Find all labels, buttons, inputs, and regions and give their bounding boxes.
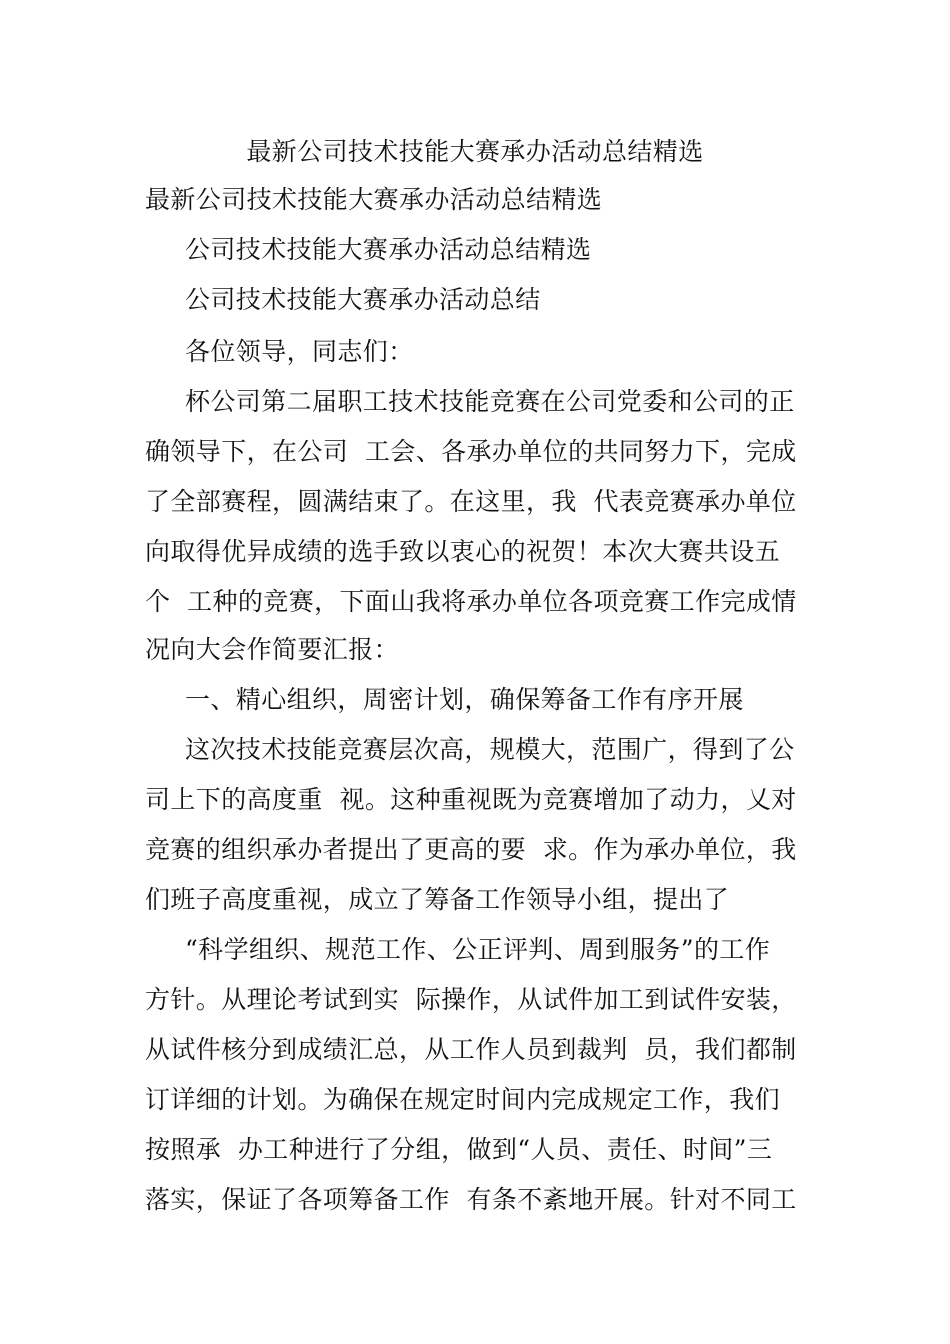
paragraph-line: 竞赛的组织承办者提出了更高的要 求。作为承办单位，我 (145, 835, 797, 864)
heading-line: 最新公司技术技能大赛承办活动总结精选 (145, 185, 603, 214)
section-heading: 一、精心组织，周密计划，确保筹备工作有序开展 (185, 685, 744, 714)
subheading-line: 公司技术技能大赛承办活动总结 (185, 285, 541, 314)
paragraph-line: 们班子高度重视，成立了筹备工作领导小组，提出了 (145, 885, 730, 914)
paragraph-line: 确领导下，在公司 工会、各承办单位的共同努力下，完成 (145, 437, 797, 466)
salutation-line: 各位领导，同志们： (185, 337, 414, 366)
paragraph-line: “科学组织、规范工作、公正评判、周到服务”的工作 (185, 935, 771, 964)
subheading-line: 公司技术技能大赛承办活动总结精选 (185, 235, 592, 264)
paragraph-line: 况向大会作简要汇报： (145, 635, 400, 664)
paragraph-line: 按照承 办工种进行了分组，做到“人员、责任、时间”三 (145, 1135, 773, 1164)
document-title: 最新公司技术技能大赛承办活动总结精选 (246, 137, 704, 166)
paragraph-line: 杯公司第二届职工技术技能竞赛在公司党委和公司的正 (185, 387, 795, 416)
paragraph-line: 这次技术技能竞赛层次高，规模大，范围广，得到了公 (185, 735, 795, 764)
paragraph-line: 向取得优异成绩的选手致以衷心的祝贺！本次大赛共设五 (145, 537, 781, 566)
paragraph-line: 了全部赛程，圆满结束了。在这里，我 代表竞赛承办单位 (145, 487, 797, 516)
paragraph-line: 订详细的计划。为确保在规定时间内完成规定工作，我们 (145, 1085, 781, 1114)
paragraph-line: 个 工种的竞赛，下面山我将承办单位各项竞赛工作完成情 (145, 587, 797, 616)
paragraph-line: 方针。从理论考试到实 际操作，从试件加工到试件安装， (145, 985, 797, 1014)
paragraph-line: 落实，保证了各项筹备工作 有条不紊地开展。针对不同工 (145, 1185, 797, 1214)
paragraph-line: 司上下的高度重 视。这种重视既为竞赛增加了动力，乂对 (145, 785, 797, 814)
paragraph-line: 从试件核分到成绩汇总，从工作人员到裁判 员，我们都制 (145, 1035, 797, 1064)
